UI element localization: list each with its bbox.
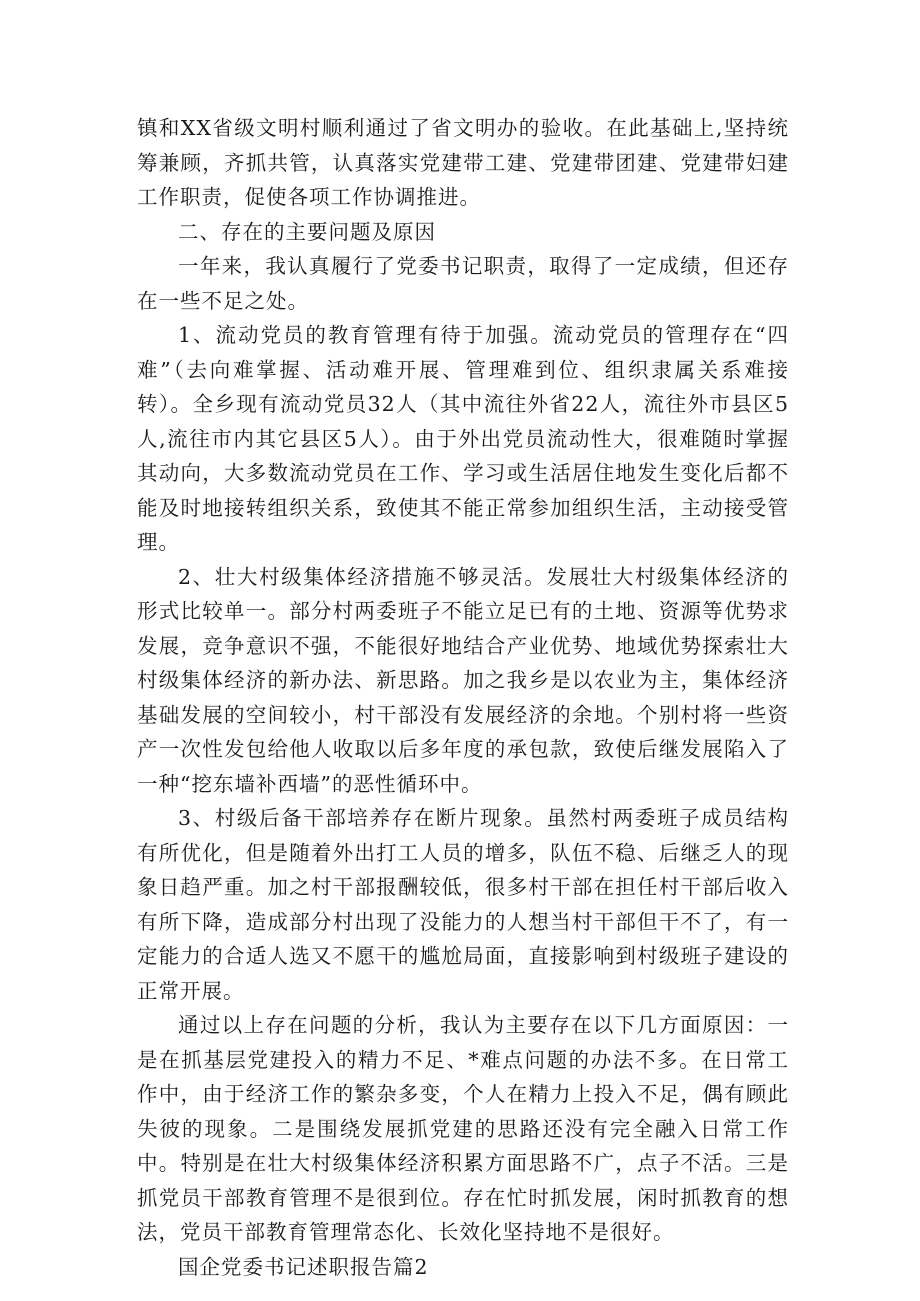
report-title: 国企党委书记述职报告篇2 bbox=[178, 1254, 429, 1279]
paragraph-issue-1: 1、流动党员的教育管理有待于加强。流动党员的管理存在“四难”（去向难掌握、活动难开展、管理难到位、组织隶属关系难接转）。全乡现有流动党员32人（其中流往外省22人，流往外市县区5人,流往市内其它县区5人）。由于外出党员流动性大，很难随时掌握其动向，大多数流动党员在工作、学习或生活居住地发生变化后都不能及时地接转组织关系，致使其不能正常参加组织生活，主动接受管理。 bbox=[137, 323, 789, 554]
paragraph-issue-2: 2、壮大村级集体经济措施不够灵活。发展壮大村级集体经济的形式比较单一。部分村两委班子不能立足已有的土地、资源等优势求发展，竞争意识不强，不能很好地结合产业优势、地域优势探索壮大村级集体经济的新办法、新思路。加之我乡是以农业为主，集体经济基础发展的空间较小，村干部没有发展经济的余地。个别村将一些资产一次性发包给他人收取以后多年度的承包款，致使后继发展陷入了一种“挖东墙补西墙”的恶性循环中。 bbox=[137, 564, 789, 796]
document-body bbox=[137, 111, 789, 1284]
paragraph-intro: 一年来，我认真履行了党委书记职责，取得了一定成绩，但还存在一些不足之处。 bbox=[137, 254, 789, 313]
section-heading: 二、存在的主要问题及原因 bbox=[178, 219, 436, 244]
paragraph-causes: 通过以上存在问题的分析，我认为主要存在以下几方面原因：一是在抓基层党建投入的精力不足、*难点问题的办法不多。在日常工作中，由于经济工作的繁杂多变，个人在精力上投入不足，偶有顾此失彼的现象。二是围绕发展抓党建的思路还没有完全融入日常工作中。特别是在壮大村级集体经济积累方面思路不广，点子不活。三是抓党员干部教育管理不是很到位。存在忙时抓发展，闲时抓教育的想法，党员干部教育管理常态化、长效化坚持地不是很好。 bbox=[137, 1013, 789, 1244]
paragraph-issue-3: 3、村级后备干部培养存在断片现象。虽然村两委班子成员结构有所优化，但是随着外出打工人员的增多，队伍不稳、后继乏人的现象日趋严重。加之村干部报酬较低，很多村干部在担任村干部后收入有所下降，造成部分村出现了没能力的人想当村干部但干不了，有一定能力的合适人选又不愿干的尴尬局面，直接影响到村级班子建设的正常开展。 bbox=[137, 806, 789, 1003]
paragraph-continuation: 镇和XX省级文明村顺利通过了省文明办的验收。在此基础上,坚持统筹兼顾，齐抓共管，认真落实党建带工建、党建带团建、党建带妇建工作职责，促使各项工作协调推进。 bbox=[137, 116, 789, 209]
